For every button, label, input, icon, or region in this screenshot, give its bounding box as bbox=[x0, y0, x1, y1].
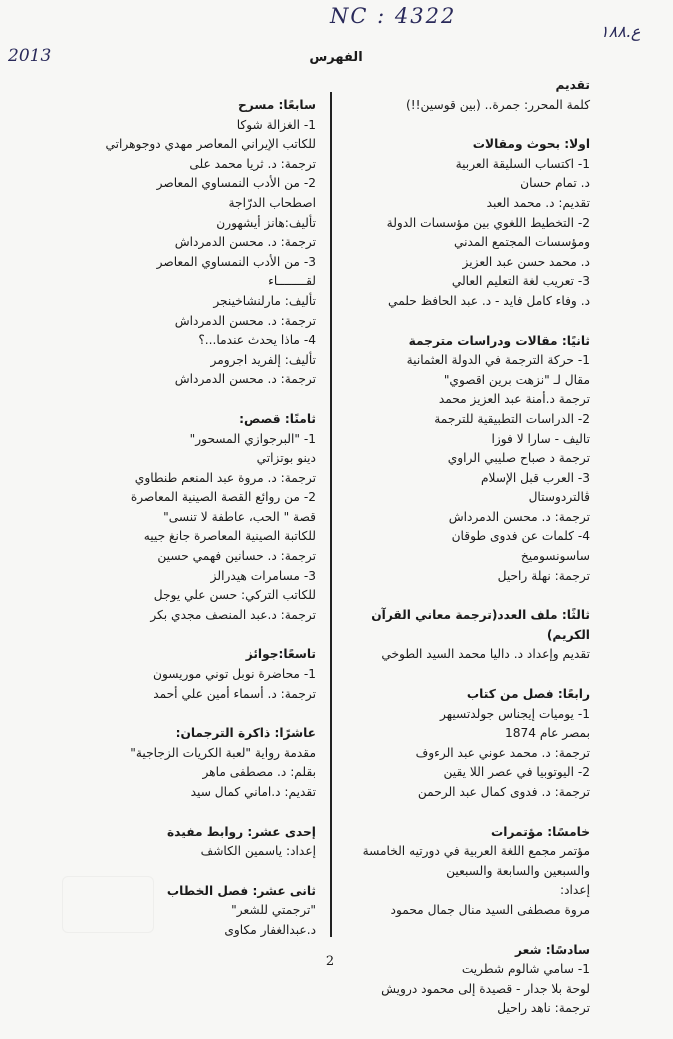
toc-section bbox=[338, 76, 590, 115]
section-heading: عاشرًا: ذاكرة الترجمان: bbox=[175, 726, 316, 741]
toc-entry: 2- اليوتوبيا في عصر اللا يقين bbox=[443, 765, 590, 780]
toc-entry: ترجمة: د. محسن الدمرداش bbox=[174, 235, 316, 250]
toc-entry: ترجمة: د.عبد المنصف مجدي بكر bbox=[150, 607, 316, 622]
toc-entry: ترجمة: نهلة راحيل bbox=[497, 568, 590, 583]
section-heading: ثالثًا: ملف العدد(ترجمة معاني القرآن الكريم) bbox=[371, 608, 590, 642]
toc-entry: 1- سامي شالوم شطريت bbox=[461, 962, 590, 977]
toc-entry: والسبعين والسابعة والسبعين bbox=[446, 863, 590, 878]
section-heading: خامسًا: مؤتمرات bbox=[491, 824, 590, 839]
toc-entry: للكاتبة الصينية المعاصرة جانغ جييه bbox=[143, 529, 316, 544]
toc-entry: تأليف: مارلنشاخينجر bbox=[213, 293, 316, 308]
toc-entry: مروة مصطفى السيد منال جمال محمود bbox=[390, 902, 590, 917]
toc-section bbox=[338, 823, 590, 921]
handwritten-catalog-number: NC : 4322 bbox=[330, 4, 457, 28]
toc-section bbox=[40, 823, 316, 862]
toc-entry: 1- يوميات إيجناس جولدتسيهر bbox=[439, 706, 590, 721]
toc-section bbox=[338, 941, 590, 1019]
toc-section bbox=[40, 645, 316, 704]
toc-entry: لقــــــــاء bbox=[268, 274, 316, 289]
toc-entry: ترجمة: د. حسانين فهمي حسين bbox=[157, 549, 316, 564]
column-divider bbox=[330, 92, 332, 937]
toc-entry: كلمة المحرر: جمرة.. (بين قوسين!!) bbox=[406, 97, 590, 112]
toc-entry: ترجمة: د. محسن الدمرداش bbox=[448, 509, 590, 524]
toc-entry: د. محمد حسن عبد العزيز bbox=[462, 254, 590, 269]
toc-entry: ساسونسوميخ bbox=[520, 549, 590, 564]
toc-entry: بمصر عام 1874 bbox=[504, 726, 590, 741]
toc-entry: 4- ماذا يحدث عندما...؟ bbox=[198, 333, 316, 348]
toc-entry: إعداد: ياسمين الكاشف bbox=[200, 844, 316, 859]
toc-entry: د. تمام حسان bbox=[520, 176, 590, 191]
toc-entry: 1- حركة الترجمة في الدولة العثمانية bbox=[406, 353, 590, 368]
toc-entry: 1- الغزالة شوكا bbox=[236, 117, 316, 132]
toc-entry: تأليف: إلفريد اجرومر bbox=[210, 352, 316, 367]
toc-section bbox=[338, 332, 590, 587]
toc-section bbox=[40, 96, 316, 390]
right-column bbox=[338, 76, 590, 1039]
toc-entry: ترجمة د صباح صليبي الراوي bbox=[447, 451, 590, 466]
toc-entry: ترجمة: ناهد راحيل bbox=[497, 1001, 590, 1016]
toc-entry: 1- اكتساب السليقة العربية bbox=[455, 156, 590, 171]
toc-entry: ترجمة: د. أسماء أمين علي أحمد bbox=[153, 686, 316, 701]
handwritten-issue-number: ع.١٨٨ bbox=[600, 22, 641, 41]
toc-entry: قصة " الحب، عاطفة لا تنسى" bbox=[163, 509, 316, 524]
section-heading: تقديم bbox=[555, 78, 590, 92]
toc-entry: د.عبدالغفار مكاوى bbox=[224, 922, 316, 937]
page-number: 2 bbox=[325, 954, 335, 969]
toc-entry: 3- مسامرات هيدرالز bbox=[210, 568, 316, 583]
toc-entry: تاليف - سارا لا فوزا bbox=[491, 431, 590, 446]
page-title: الفهرس bbox=[309, 50, 363, 65]
toc-section bbox=[338, 135, 590, 311]
toc-entry: ترجمة: د. محمد عوني عبد الرءوف bbox=[415, 745, 590, 760]
toc-entry: 3- تعريب لغة التعليم العالي bbox=[451, 274, 590, 289]
handwritten-year: 2013 bbox=[8, 46, 52, 66]
toc-entry: ترجمة: د. مروة عبد المنعم طنطاوي bbox=[134, 470, 316, 485]
section-heading: ثانيًا: مقالات ودراسات مترجمة bbox=[408, 333, 590, 348]
toc-entry: تأليف:هانز أيشهورن bbox=[216, 215, 316, 230]
section-heading: سابعًا: مسرح bbox=[237, 98, 316, 112]
toc-entry: ترجمة د.أمنة عبد العزيز محمد bbox=[438, 392, 590, 407]
toc-entry: للكاتب الإيراني المعاصر مهدي دوجوهراتي bbox=[105, 137, 316, 152]
toc-entry: دينو بوتزاتي bbox=[256, 451, 316, 466]
section-heading: إحدى عشر: روابط مفيدة bbox=[166, 824, 316, 839]
toc-entry: اصطحاب الدرّاجة bbox=[228, 195, 316, 210]
toc-entry: ترجمة: د. محسن الدمرداش bbox=[174, 372, 316, 387]
toc-entry: تقديم: د. محمد العبد bbox=[486, 195, 590, 210]
toc-entry: 1- محاضرة نوبل توني موريسون bbox=[153, 667, 316, 682]
toc-entry: ڤالتردوستال bbox=[528, 490, 590, 505]
toc-section bbox=[40, 724, 316, 802]
toc-section bbox=[338, 606, 590, 665]
toc-section bbox=[338, 685, 590, 803]
toc-entry: 2- التخطيط اللغوي بين مؤسسات الدولة bbox=[386, 215, 590, 230]
toc-entry: للكاتب التركي: حسن علي يوجل bbox=[153, 588, 316, 603]
toc-entry: ترجمة: د. ثريا محمد على bbox=[189, 156, 316, 171]
left-column bbox=[40, 96, 316, 961]
section-heading: سادسًا: شعر bbox=[515, 942, 590, 957]
toc-section bbox=[40, 410, 316, 626]
toc-entry: مقال لـ "نزهت برين اقصوي" bbox=[443, 372, 590, 387]
toc-entry: تقديم: د.اماني كمال سيد bbox=[190, 785, 316, 799]
faded-stamp bbox=[62, 876, 154, 933]
toc-entry: 2- من روائع القصة الصينية المعاصرة bbox=[130, 490, 316, 505]
toc-entry: بقلم: د. مصطفى ماهر bbox=[202, 765, 316, 780]
section-heading: ثانى عشر: فصل الخطاب bbox=[166, 883, 316, 898]
toc-entry: ترجمة: د. محسن الدمرداش bbox=[174, 313, 316, 328]
toc-entry: لوحة بلا جدار - قصيدة إلى محمود درويش bbox=[381, 981, 590, 996]
section-heading: ثامنًا: قصص: bbox=[239, 411, 316, 426]
section-heading: اولا: بحوث ومقالات bbox=[472, 137, 590, 152]
toc-entry: 3- من الأدب النمساوي المعاصر bbox=[156, 254, 316, 269]
toc-entry: مقدمة رواية "لعبة الكريات الزجاجية" bbox=[130, 745, 316, 760]
toc-entry: "ترجمتي للشعر" bbox=[231, 903, 316, 918]
section-heading: رابعًا: فصل من كتاب bbox=[466, 687, 590, 702]
toc-entry: مؤتمر مجمع اللغة العربية في دورتيه الخامسة bbox=[362, 844, 590, 859]
toc-entry: د. وفاء كامل فايد - د. عبد الحافظ حلمي bbox=[388, 293, 590, 308]
toc-entry: ترجمة: د. فدوى كمال عبد الرحمن bbox=[417, 785, 590, 799]
toc-entry: ومؤسسات المجتمع المدني bbox=[453, 235, 590, 250]
toc-entry: 3- العرب قبل الإسلام bbox=[480, 470, 590, 485]
toc-entry: 2- من الأدب النمساوي المعاصر bbox=[156, 176, 316, 191]
toc-entry: تقديم وإعداد د. داليا محمد السيد الطوخي bbox=[381, 647, 590, 662]
toc-entry: 2- الدراسات التطبيقية للترجمة bbox=[434, 411, 590, 426]
section-heading: تاسعًا:جوائز bbox=[245, 647, 316, 662]
toc-entry: 4- كلمات عن فدوى طوقان bbox=[451, 529, 590, 544]
toc-entry: إعداد: bbox=[560, 883, 590, 898]
toc-entry: 1- "البرجوازي المسحور" bbox=[189, 431, 316, 446]
